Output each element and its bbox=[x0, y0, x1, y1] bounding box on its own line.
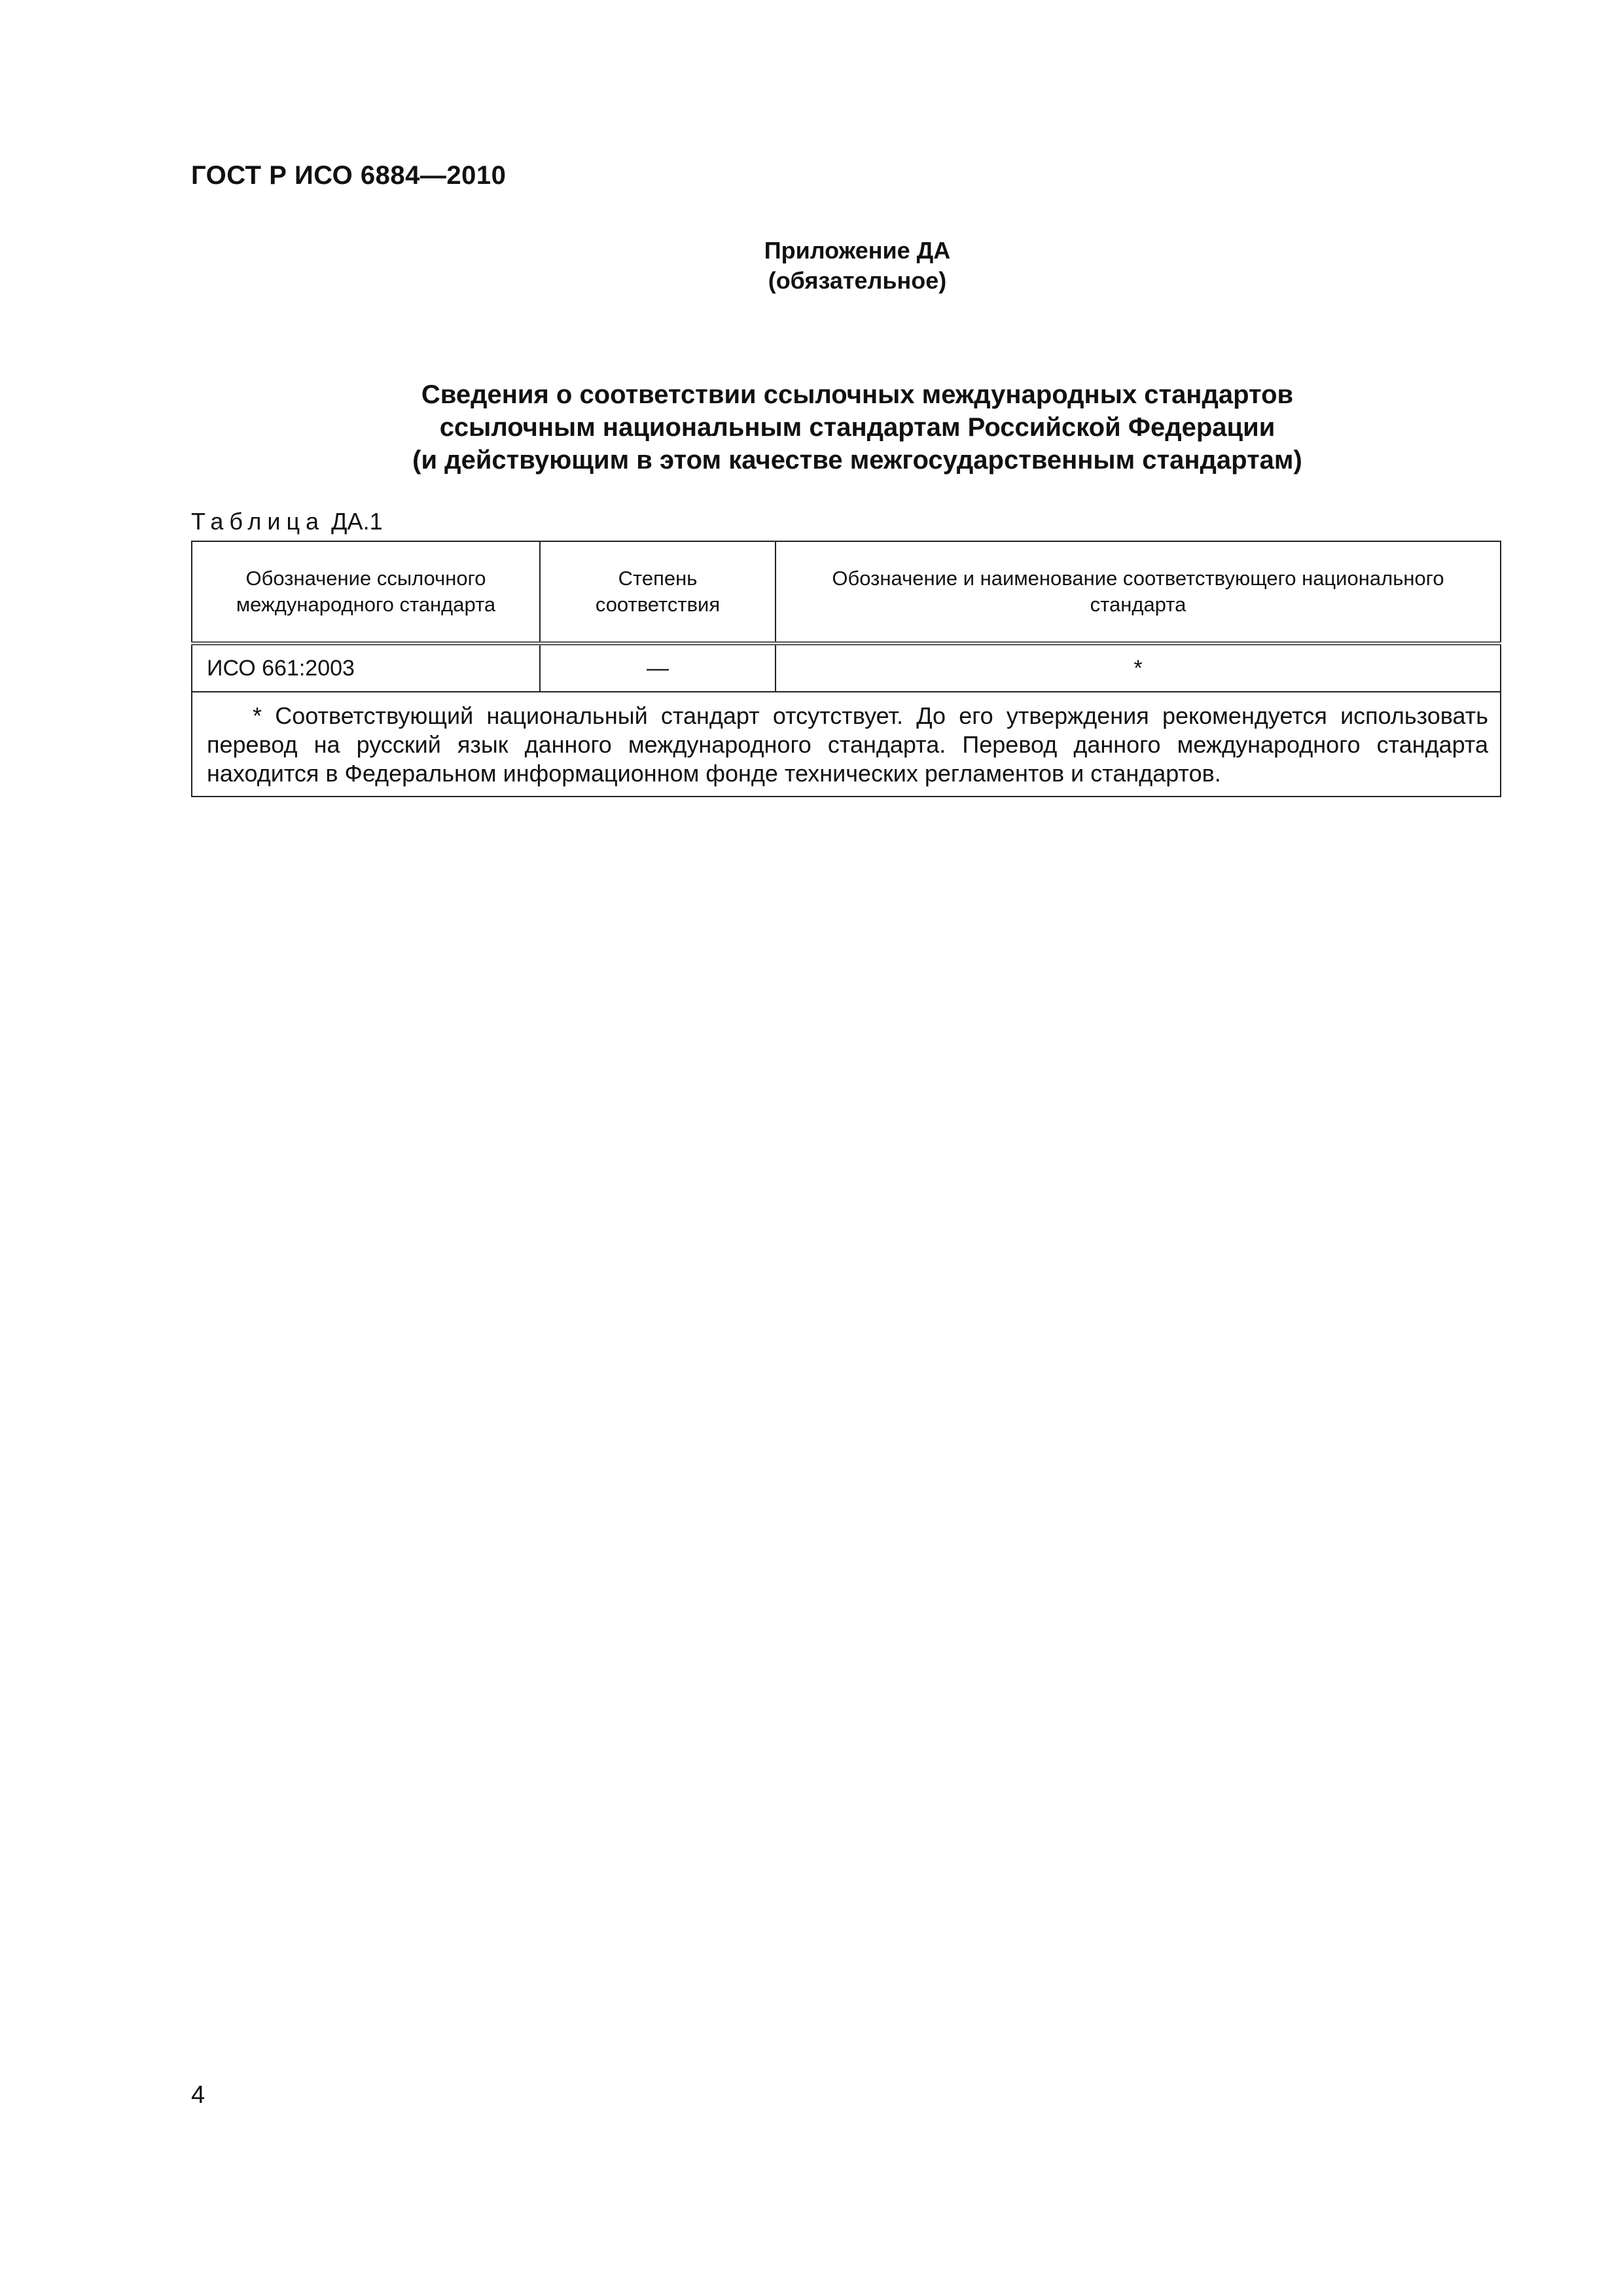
cell-international-standard: ИСО 661:2003 bbox=[192, 643, 540, 692]
appendix-label: Приложение ДА bbox=[764, 237, 951, 264]
table-caption bbox=[191, 508, 383, 535]
header-cell-line: Степень bbox=[618, 567, 698, 590]
document-code: ГОСТ Р ИСО 6884—2010 bbox=[191, 161, 507, 190]
table-caption-id: ДА.1 bbox=[331, 508, 383, 535]
table-row bbox=[192, 643, 1501, 692]
header-cell-line: международного стандарта bbox=[236, 593, 496, 616]
header-cell-line: Обозначение и наименование соответствующего национального bbox=[832, 567, 1444, 590]
cell-national-standard: * bbox=[776, 643, 1501, 692]
page-number: 4 bbox=[191, 2081, 205, 2109]
header-national-standard bbox=[776, 541, 1501, 643]
table-caption-word: Таблица bbox=[191, 508, 325, 535]
table-footnote-cell bbox=[192, 692, 1501, 797]
title-line-2: ссылочным национальным стандартам Российской Федерации bbox=[439, 413, 1275, 442]
correspondence-table-wrapper bbox=[191, 541, 1500, 797]
header-degree-of-correspondence bbox=[540, 541, 776, 643]
header-international-standard bbox=[192, 541, 540, 643]
title-line-3: (и действующим в этом качестве межгосударственным стандартам) bbox=[412, 446, 1302, 475]
table-footnote-row bbox=[192, 692, 1501, 797]
table-footnote: * Соответствующий национальный стандарт отсутствует. До его утверждения рекомендуется использовать перевод на русский язык данного международного стандарта. Перевод данного международного стандарта находится в Федеральном информационном фонде технических регламентов и стандартов. bbox=[207, 702, 1488, 787]
table-header-row bbox=[192, 541, 1501, 643]
header-cell-line: стандарта bbox=[1090, 593, 1186, 616]
header-cell-line: Обозначение ссылочного bbox=[245, 567, 486, 590]
appendix-status: (обязательное) bbox=[768, 267, 947, 294]
correspondence-table bbox=[191, 541, 1501, 797]
header-cell-line: соответствия bbox=[595, 593, 721, 616]
title-line-1: Сведения о соответствии ссылочных международных стандартов bbox=[421, 380, 1294, 409]
cell-degree: — bbox=[540, 643, 776, 692]
appendix-heading bbox=[681, 236, 1034, 296]
appendix-title bbox=[249, 378, 1466, 476]
